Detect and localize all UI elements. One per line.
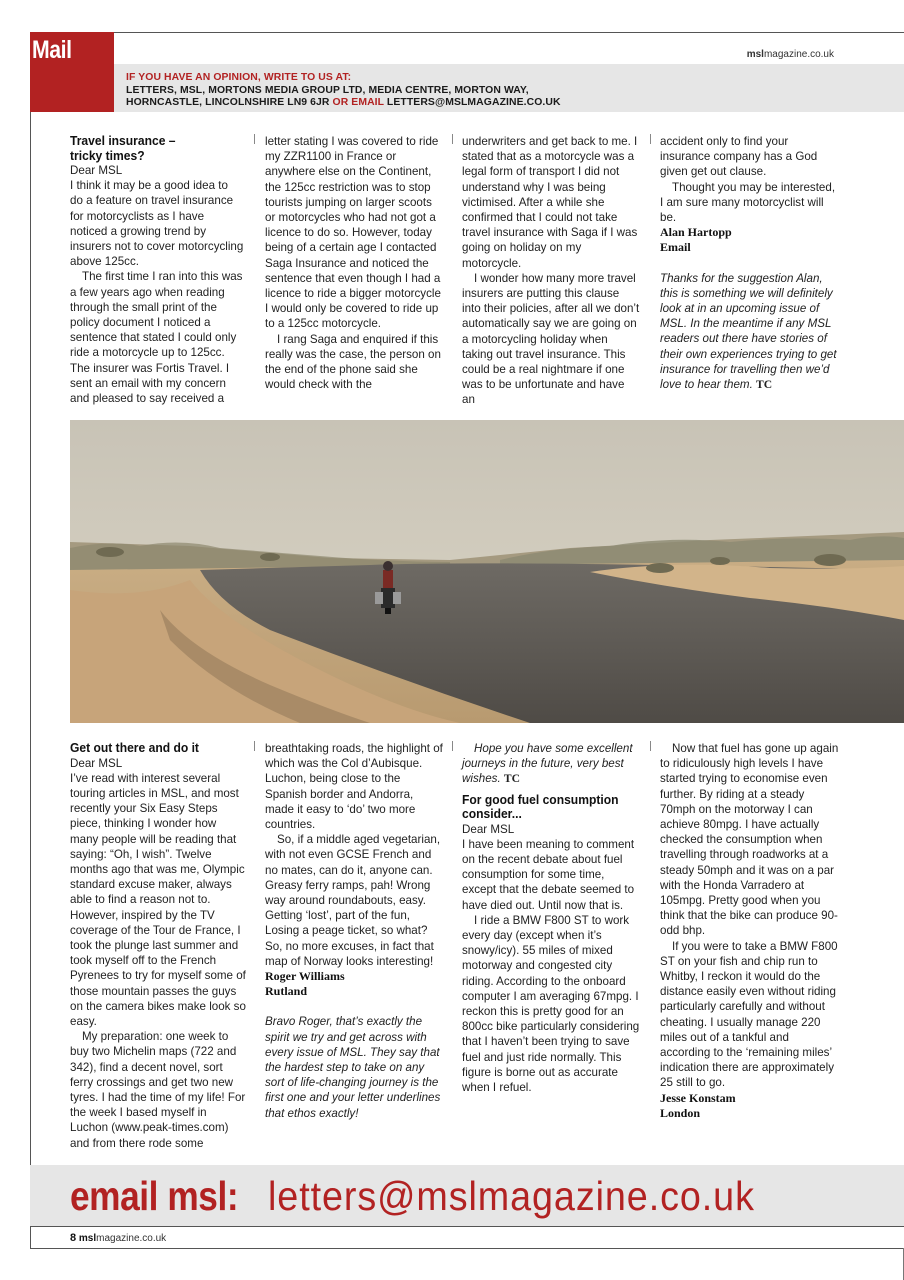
page-footer bbox=[70, 1232, 166, 1244]
signature-name: Roger Williams bbox=[265, 969, 345, 984]
paragraph: breathtaking roads, the highlight of which was the Col d’Aubisque. Luchon, being close to the Spanish border and Andorra, made it easy to ‘do’ two more countries. bbox=[265, 742, 443, 832]
postal-address bbox=[126, 72, 561, 110]
paragraph: Now that fuel has gone up again to ridiculously high levels I have started trying to economise even further. By riding at a steady 70mph on the motorway I can achieve 80mpg. I have actually checked the consumption when travelling through roadworks at a steady 50mph and it was on a par with the Honda Varradero at 105mpg. Pretty good when you think that the bike can produce 90-odd bhp. bbox=[660, 742, 839, 938]
paragraph: letter stating I was covered to ride my ZZR1100 in France or anywhere else on the Continent, the 125cc restriction was to stop tourists jumping on larger scoots or motorcycles who had not got a licence to do so. However, today being of a certain age I contacted Saga Insurance and noticed the sentence that even though I had a licence to ride a bigger motorcycle I would only be covered to ride up to a 125cc motorcycle. bbox=[265, 135, 441, 331]
editor-initials: TC bbox=[756, 378, 773, 392]
salutation: Dear MSL bbox=[70, 164, 123, 177]
address-line: HORNCASTLE, LINCOLNSHIRE LN9 6JR OR EMAIL LETTERS@MSLMAGAZINE.CO.UK bbox=[126, 97, 561, 108]
editor-reply: Hope you have some excellent journeys in the future, very best wishes. TC bbox=[462, 742, 633, 786]
editor-reply: Thanks for the suggestion Alan, this is something we will definitely look at in an upcoming issue of MSL. In the meantime if any MSL readers out there have stories of their own experiences trying to get insurance for travelling then we’d love to hear them. TC bbox=[660, 271, 837, 392]
signature-name: Jesse Konstam bbox=[660, 1090, 736, 1105]
letter1-col4 bbox=[660, 134, 840, 392]
site-name-top bbox=[747, 49, 834, 60]
paragraph: I rang Saga and enquired if this really was the case, the person on the end of the phone said she would check with the bbox=[265, 332, 441, 392]
letter3-col1 bbox=[462, 741, 640, 1095]
page-number: 8 bbox=[70, 1232, 77, 1244]
column-divider bbox=[452, 134, 453, 144]
letter2-title: Get out there and do it bbox=[70, 740, 199, 755]
paragraph: I ride a BMW F800 ST to work every day (except when it’s snowy/icy). 55 miles of mixed motorway and congested city riding. According to the onboard computer I am averaging 67mpg. I reckon this is pretty good for an 800cc bike particularly considering that I haven’t been trying to save fuel and just ride normally. This figure is borne out as accurate when I refuel. bbox=[462, 913, 640, 1095]
letter1-col1 bbox=[70, 134, 244, 406]
letter3-title: For good fuel consumption consider... bbox=[462, 791, 619, 822]
letter1-title: Travel insurance – tricky times? bbox=[70, 133, 176, 163]
signature-location: Email bbox=[660, 240, 691, 255]
paragraph: Thought you may be interested, I am sure many motorcyclist will be. bbox=[660, 180, 836, 225]
signature-name: Alan Hartopp bbox=[660, 225, 732, 240]
letter2-col2 bbox=[265, 741, 443, 1121]
left-rule bbox=[30, 32, 31, 1248]
footer-rule bbox=[30, 1226, 904, 1227]
email-label: email msl: bbox=[70, 1173, 239, 1219]
column-divider bbox=[452, 741, 453, 751]
address-intro: IF YOU HAVE AN OPINION, WRITE TO US AT: bbox=[126, 72, 352, 83]
site-name-rest: magazine.co.uk bbox=[96, 1233, 167, 1244]
salutation: Dear MSL bbox=[462, 822, 515, 836]
signature-location: London bbox=[660, 1105, 701, 1120]
site-name-rest: magazine.co.uk bbox=[763, 49, 834, 60]
letter2-col1 bbox=[70, 741, 246, 1151]
column-divider bbox=[254, 741, 255, 751]
address-line: LETTERS, MSL, MORTONS MEDIA GROUP LTD, MEDIA CENTRE, MORTON WAY, bbox=[126, 84, 529, 96]
paragraph: I think it may be a good idea to do a feature on travel insurance for motorcyclists as I have noticed a growing trend by insurers not to cover motorcycling above 125cc. bbox=[70, 179, 244, 269]
section-tab bbox=[30, 32, 114, 112]
editor-reply: Bravo Roger, that’s exactly the spirit we try and get across with every issue of MSL. They say that the hardest step to take on any sort of life-changing journey is the first one and your letter underlines that ethos exactly! bbox=[265, 1015, 441, 1120]
email-address-link[interactable]: letters@mslmagazine.co.uk bbox=[268, 1173, 755, 1219]
letter1-col2 bbox=[265, 134, 443, 392]
column-divider bbox=[650, 134, 651, 144]
paragraph: accident only to find your insurance company has a God given get out clause. bbox=[660, 135, 818, 179]
column-divider bbox=[650, 741, 651, 751]
top-rule bbox=[30, 32, 904, 33]
letter1-col3 bbox=[462, 134, 640, 408]
signature-location: Rutland bbox=[265, 984, 308, 999]
paragraph: So, if a middle aged vegetarian, with not even GCSE French and no mates, can do it, anyone can. Greasy ferry ramps, pah! Wrong way around roundabouts, easy. Getting ‘lost’, part of the fun, Losing a peage ticket, so what? So, no more excuses, in fact that map of Norway looks interesting! bbox=[265, 833, 441, 968]
editor-initials: TC bbox=[503, 772, 521, 786]
site-name-bold: msl bbox=[746, 49, 764, 60]
desert-road-photo bbox=[70, 420, 904, 723]
paragraph: I wonder how many more travel insurers are putting this clause into their policies, after all we don’t automatically say we are going on a motorcycling holiday when taking out travel insurance. This could be a real nightmare if one was to be unfortunate and have an bbox=[462, 271, 640, 407]
salutation: Dear MSL bbox=[70, 756, 123, 770]
paragraph: underwriters and get back to me. I stated that as a motorcycle was a legal form of transport I did not understand why I was being victimised. After a while she confirmed that I could not take travel insurance with Saga if I was going on holiday on my motorcycle. bbox=[462, 135, 638, 270]
paragraph: The first time I ran into this was a few years ago when reading through the small print of the policy document I noticed a sentence that stated I could only ride a motorcycle up to 125cc. The insurer was Fortis Travel. I sent an email with my concern and pleased to say received a bbox=[70, 270, 243, 406]
email-link-top[interactable]: LETTERS@MSLMAGAZINE.CO.UK bbox=[383, 97, 561, 108]
paragraph: My preparation: one week to buy two Michelin maps (722 and 342), find a decent novel, sort ferry crossings and get two new tyres. I had the time of my life! For the week I based myself in Luchon (www.peak-times.com) and from there rode some bbox=[70, 1030, 246, 1150]
paragraph: I’ve read with interest several touring articles in MSL, and most recently your Six Easy Steps piece, thinking I wonder how many people will be reading that saying: “Oh, I wish”. Twelve months ago that was me, Olympic standard excuse maker, always able to find a reason not to. However, inspired by the TV coverage of the Tour de France, I took the plunge last summer and took myself off to the French Pyrenees to try for myself some of those mountain passes the guys on the camera bikes make look so easy. bbox=[70, 771, 246, 1028]
paragraph: I have been meaning to comment on the recent debate about fuel consumption for some time, except that the debate seemed to have died out. Until now that is. bbox=[462, 837, 635, 912]
site-name-bold: msl bbox=[78, 1233, 97, 1244]
column-divider bbox=[254, 134, 255, 144]
footer-rule bbox=[30, 1248, 904, 1249]
paragraph: If you were to take a BMW F800 ST on your fish and chip run to Whitby, I reckon it would do the distance easily even without riding particularly carefully and without cheating. I usually manage 220 miles out of a tankful and according to the ‘remaining miles’ indication there are approximately 25 still to go. bbox=[660, 939, 838, 1090]
letter3-col2 bbox=[660, 741, 840, 1121]
section-title: Mail bbox=[32, 36, 72, 64]
